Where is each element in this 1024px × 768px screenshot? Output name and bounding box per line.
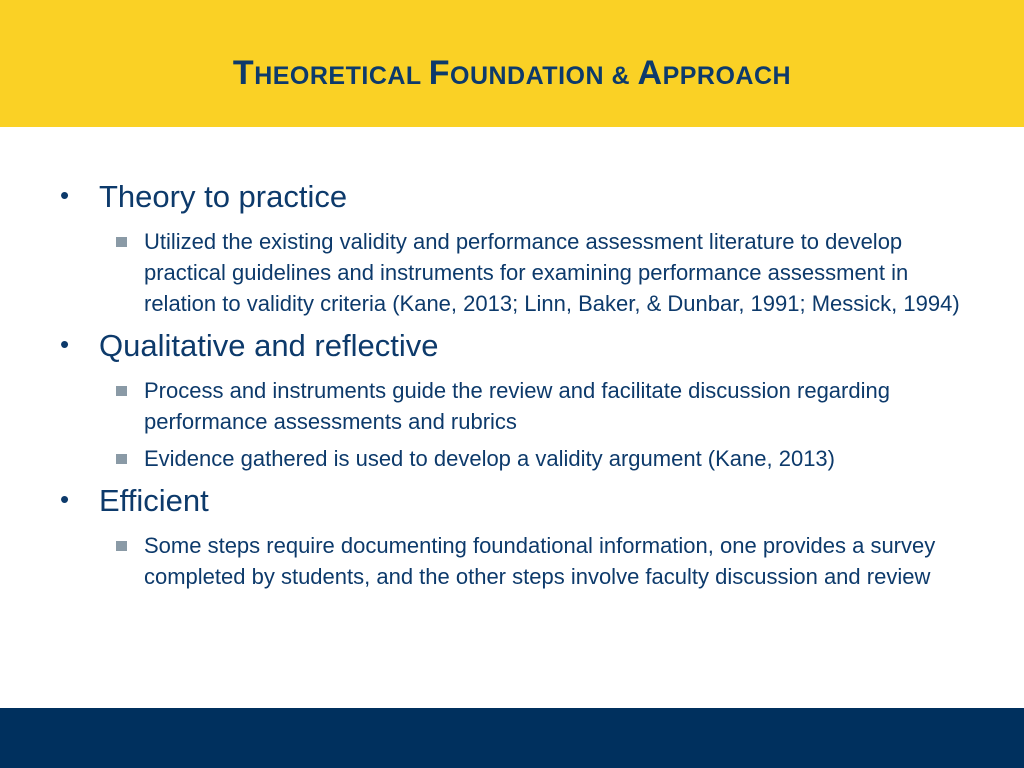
title-ampersand: & bbox=[611, 62, 631, 90]
title-word-approach: PPROACH bbox=[662, 62, 792, 90]
title-cap-f: F bbox=[428, 54, 450, 92]
sub-bullet-text: Some steps require documenting foundational information, one provides a survey completed by students, and the other steps involve faculty discussion and review bbox=[144, 533, 936, 589]
title-bar bbox=[0, 0, 1024, 127]
square-bullet-icon bbox=[116, 237, 127, 247]
sub-bullet-item bbox=[0, 443, 1024, 474]
title-cap-a: A bbox=[637, 54, 663, 92]
square-bullet-icon bbox=[116, 541, 127, 551]
bullet-dot-icon: • bbox=[60, 329, 70, 359]
footer-bar bbox=[0, 708, 1024, 768]
title-word-foundation: OUNDATION bbox=[450, 62, 605, 90]
title-cap-t: T bbox=[232, 54, 255, 92]
bullet-text: Efficient bbox=[99, 483, 209, 518]
sub-bullet-item bbox=[0, 375, 1024, 437]
slide-title bbox=[233, 54, 791, 93]
bullet-dot-icon: • bbox=[60, 180, 70, 210]
sub-bullet-item bbox=[0, 226, 1024, 319]
sub-bullet-item bbox=[0, 530, 1024, 592]
bullet-text: Qualitative and reflective bbox=[99, 328, 439, 363]
bullet-item bbox=[0, 328, 1024, 364]
bullet-item bbox=[0, 179, 1024, 215]
square-bullet-icon bbox=[116, 454, 127, 464]
sub-bullet-text: Evidence gathered is used to develop a validity argument (Kane, 2013) bbox=[144, 446, 835, 471]
title-word-theoretical: HEORETICAL bbox=[254, 62, 422, 90]
bullet-item bbox=[0, 483, 1024, 519]
bullet-dot-icon: • bbox=[60, 484, 70, 514]
bullet-text: Theory to practice bbox=[99, 179, 348, 214]
slide-content bbox=[0, 165, 1024, 592]
square-bullet-icon bbox=[116, 386, 127, 396]
sub-bullet-text: Process and instruments guide the review and facilitate discussion regarding performance assessments and rubrics bbox=[144, 378, 890, 434]
sub-bullet-text: Utilized the existing validity and performance assessment literature to develop practical guidelines and instruments for examining performance assessment in relation to validity criteria (Kane, 2013; Linn, Baker, & Dunbar, 1991; Messick, 1994) bbox=[144, 229, 960, 316]
